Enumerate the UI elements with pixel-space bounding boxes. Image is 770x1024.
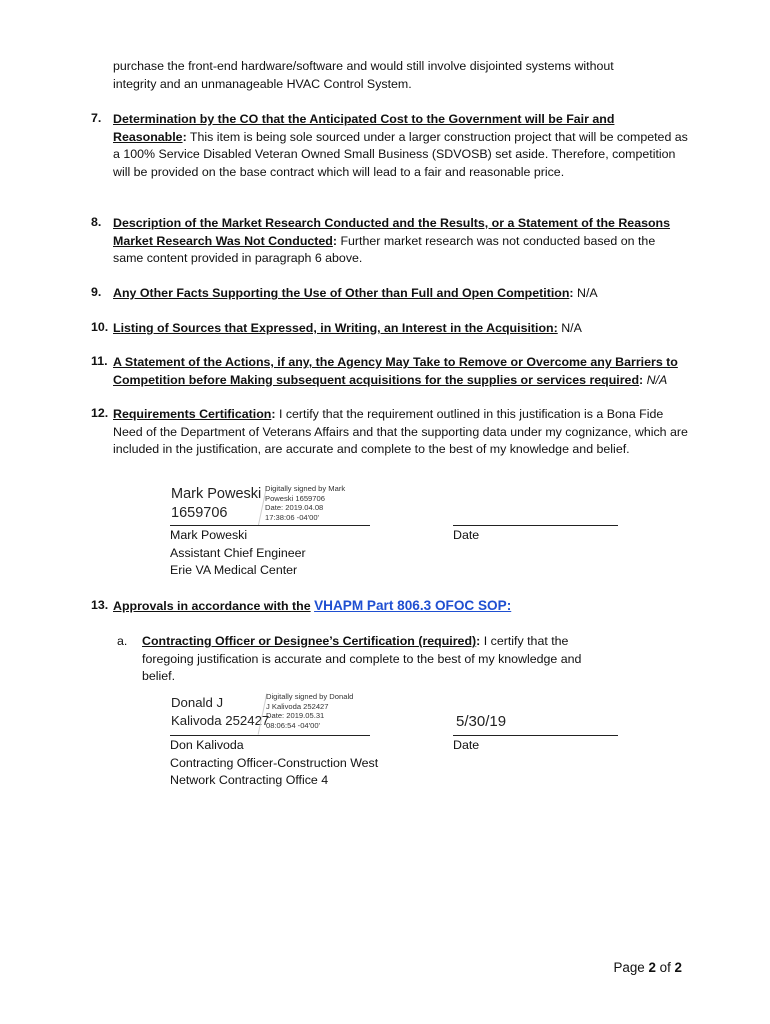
- sig2-signer-info: [170, 737, 378, 790]
- sig1-signature-line: [170, 525, 370, 526]
- sig1-digital-line: Digitally signed by Mark: [265, 484, 346, 493]
- item-11-colon: :: [639, 372, 644, 387]
- intro-line-1: purchase the front-end hardware/software and would still involve disjointed systems without: [113, 59, 614, 73]
- footer-page-total: 2: [674, 960, 682, 975]
- item-11-heading: A Statement of the Actions, if any, the Agency May Take to Remove or Overcome any Barriers to Competition before Making subsequent acquisitions for the supplies or services required: [113, 355, 678, 387]
- sig1-digital-line: 17:38:06 -04'00': [265, 512, 319, 522]
- item-7-heading: Determination by the CO that the Anticipated Cost to the Government will be Fair and Reasonable: [113, 112, 615, 144]
- item-7-body: This item is being sole sourced under a larger construction project that will be competed as a 100% Service Disabled Veteran Owned Small Business (SDVOSB) set aside. Therefore, competition will be provided on the base contract which will lead to a fair and reasonable price.: [113, 129, 688, 179]
- sig2-printed-name: Don Kalivoda: [170, 738, 244, 752]
- item-10-body: N/A: [557, 321, 582, 335]
- item-9-colon: :: [569, 286, 574, 300]
- item-11-number: 11.: [91, 354, 108, 368]
- item-8-number: 8.: [91, 215, 102, 229]
- sig2-name-line-2: Kalivoda 252427: [171, 713, 270, 728]
- sig1-name-line-2: 1659706: [171, 505, 228, 521]
- item-13a: [142, 633, 612, 686]
- sig2-date-value: 5/30/19: [456, 713, 507, 730]
- item-7: [113, 111, 688, 181]
- item-9-heading: Any Other Facts Supporting the Use of Other than Full and Open Competition: [113, 286, 570, 300]
- sig2-digital-line: Digitally signed by Donald: [266, 692, 354, 701]
- intro-paragraph: [113, 58, 688, 93]
- item-8-body: Further market research was not conducted based on the same content provided in paragraph 6 above.: [113, 233, 656, 266]
- item-12: [113, 406, 688, 459]
- sig1-title: Assistant Chief Engineer: [170, 545, 306, 560]
- sig2-org: Network Contracting Office 4: [170, 773, 329, 788]
- item-12-number: 12.: [91, 406, 109, 420]
- item-13a-heading: Contracting Officer or Designee’s Certification (required): [142, 634, 477, 648]
- item-13a-letter: a.: [117, 634, 128, 648]
- sig1-name-line-1: Mark Poweski: [171, 486, 262, 502]
- sig2-digital-line: J Kalivoda 252427: [266, 701, 329, 711]
- page-footer: [613, 960, 682, 975]
- item-12-colon: :: [271, 407, 276, 421]
- item-9-number: 9.: [91, 285, 102, 299]
- item-13-heading: Approvals in accordance with the: [113, 599, 311, 613]
- sig2-digital-line: Date: 2019.05.31: [266, 711, 325, 721]
- sig2-name-line-1: Donald J: [171, 695, 224, 710]
- sig2-date-line: [453, 735, 618, 736]
- sig1-digital-line: Date: 2019.04.08: [265, 503, 324, 513]
- sig1-digital-stamp: [265, 484, 345, 522]
- sig1-signer-info: [170, 527, 306, 580]
- sig2-digital-stamp: [266, 692, 353, 730]
- item-12-heading: Requirements Certification: [113, 407, 272, 421]
- item-10: [113, 320, 688, 338]
- item-13: [113, 597, 688, 616]
- item-11: [113, 354, 688, 389]
- item-11-body: N/A: [643, 372, 668, 387]
- sig2-digital-line: 08:06:54 -04'00': [266, 720, 320, 730]
- sig2-date-label: Date: [453, 738, 480, 752]
- sig1-date-line: [453, 525, 618, 526]
- item-8-colon: :: [332, 233, 338, 248]
- item-10-number: 10.: [91, 320, 109, 334]
- item-8: [113, 215, 688, 268]
- item-13a-colon: :: [476, 634, 481, 648]
- vhapm-sop-link[interactable]: VHAPM Part 806.3 OFOC SOP:: [314, 598, 512, 613]
- sig1-org: Erie VA Medical Center: [170, 563, 298, 578]
- item-13a-body: I certify that the foregoing justification is accurate and complete to the best of my knowledge and belief.: [142, 634, 582, 684]
- item-13-number: 13.: [91, 598, 109, 612]
- footer-page-number: 2: [648, 960, 656, 975]
- item-7-colon: :: [182, 129, 187, 144]
- sig1-printed-name: Mark Poweski: [170, 528, 248, 542]
- item-10-heading: Listing of Sources that Expressed, in Writing, an Interest in the Acquisition:: [113, 321, 558, 335]
- footer-of-word: of: [655, 960, 675, 975]
- item-8-heading: Description of the Market Research Conducted and the Results, or a Statement of the Reasons Market Research Was Not Conducted: [113, 216, 671, 248]
- sig1-digital-line: Poweski 1659706: [265, 493, 325, 503]
- item-9: [113, 285, 688, 303]
- footer-page-word: Page: [613, 960, 649, 975]
- sig1-date-label: Date: [453, 528, 480, 542]
- sig2-title: Contracting Officer-Construction West: [170, 755, 379, 770]
- item-12-body: I certify that the requirement outlined in this justification is a Bona Fide Need of the Department of Veterans Affairs and that the supporting data under my cognizance, which are included in the justification, are accurate and complete to the best of my knowledge and belief.: [113, 407, 688, 457]
- item-7-number: 7.: [91, 111, 102, 125]
- sig2-signature-line: [170, 735, 370, 736]
- intro-line-2: integrity and an unmanageable HVAC Control System.: [113, 76, 412, 91]
- item-9-body: N/A: [573, 286, 598, 300]
